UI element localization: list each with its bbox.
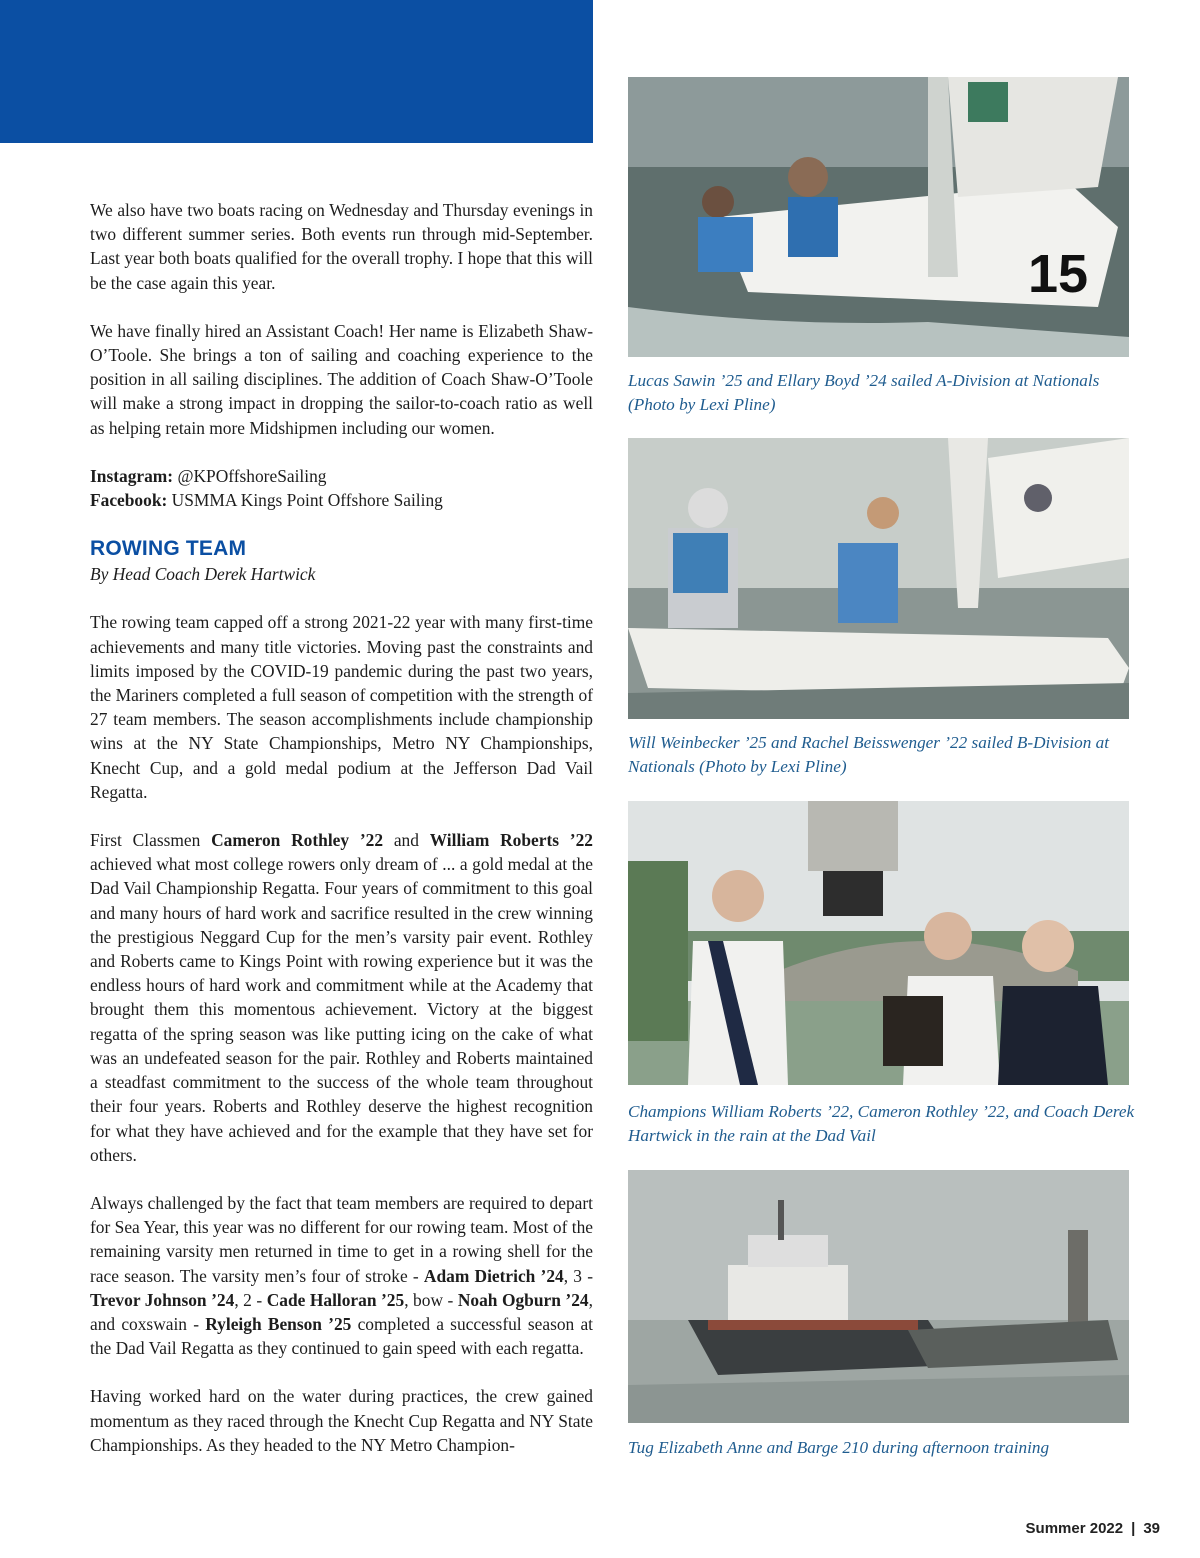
footer-separator: | <box>1131 1520 1136 1537</box>
caption-photo-3: Champions William Roberts ’22, Cameron Rothley ’22, and Coach Derek Hartwick in the rain at the Dad Vail <box>628 1102 1135 1145</box>
facebook-line <box>90 488 593 512</box>
instagram-label: Instagram: <box>90 465 174 486</box>
rowing-heading: ROWING TEAM <box>90 537 247 561</box>
photo-sailing-a-division <box>628 77 1129 357</box>
photo-rowing-champions <box>628 801 1129 1085</box>
page-footer <box>1026 1520 1160 1537</box>
athlete-name: Trevor Johnson ’24 <box>90 1289 235 1310</box>
instagram-line <box>90 464 593 488</box>
photo-sailing-b-division <box>628 438 1129 719</box>
athlete-name: Ryleigh Benson ’25 <box>205 1313 352 1334</box>
caption-photo-1: Lucas Sawin ’25 and Ellary Boyd ’24 sailed A-Division at Nationals (Photo by Lexi Pline) <box>628 371 1100 414</box>
photo-tug-and-barge <box>628 1170 1129 1423</box>
caption-photo-4: Tug Elizabeth Anne and Barge 210 during afternoon training <box>628 1438 1050 1457</box>
athlete-name: Cameron Rothley ’22 <box>211 830 384 851</box>
social-links <box>90 464 593 512</box>
athlete-name: Adam Dietrich ’24 <box>423 1265 564 1286</box>
instagram-handle[interactable]: @KPOffshoreSailing <box>177 465 327 486</box>
athlete-name: William Roberts ’22 <box>429 830 593 851</box>
athlete-name: Cade Halloran ’25 <box>266 1289 405 1310</box>
issue-label: Summer 2022 <box>1025 1520 1124 1537</box>
facebook-page[interactable]: USMMA Kings Point Offshore Sailing <box>171 490 443 511</box>
sailing-paragraph-2: We have finally hired an Assistant Coach! Her name is Elizabeth Shaw-O’Toole. She brings a ton of sailing and coaching experience to the position in all sailing disciplines. The addition of Coach Shaw-O’Toole will make a strong impact in dropping the sailor-to-coach ratio as well as helping retain more Midshipmen including our women. <box>90 320 593 438</box>
sail-number: 15 <box>1028 244 1089 304</box>
caption-photo-2: Will Weinbecker ’25 and Rachel Beisswenger ’22 sailed B-Division at Nationals (Photo by Lexi Pline) <box>628 733 1109 776</box>
rowing-paragraph-1: The rowing team capped off a strong 2021-22 year with many first-time achievements and many title victories. Moving past the constraints and limits imposed by the COVID-19 pandemic during the past two years, the Mariners completed a full season of competition with the strength of 27 team members. The season accomplishments include championship wins at the NY State Championships, Metro NY Championships, Knecht Cup, and a gold medal podium at the Jefferson Dad Vail Regatta. <box>90 612 593 802</box>
rowing-byline: By Head Coach Derek Hartwick <box>90 564 316 585</box>
rowing-paragraph-2: First Classmen Cameron Rothley ’22 and William Roberts ’22 achieved what most college rowers only dream of ... a gold medal at the Dad Vail Championship Regatta. Four years of commitment to this goal and many hours of hard work and sacrifice resulted in the crew winning the prestigious Neggard Cup for the men’s varsity pair event. Rothley and Roberts came to Kings Point with rowing experience but it was the endless hours of hard work and commitment while at the Academy that brought them this momentous achievement. Victory at the biggest regatta of the spring season was like putting icing on the cake of what was an undefeated season for the pair. Rothley and Roberts maintained a steadfast commitment to the success of the whole team throughout their four years. Roberts and Rothley deserve the highest recognition for what they have achieved and for the example that they have set for others. <box>90 830 593 1165</box>
facebook-label: Facebook: <box>90 490 168 511</box>
athlete-name: Noah Ogburn ’24 <box>457 1289 589 1310</box>
rowing-paragraph-4: Having worked hard on the water during practices, the crew gained momentum as they raced through the Knecht Cup Regatta and NY State Championships. As they headed to the NY Metro Champion- <box>90 1386 593 1455</box>
page-number: 39 <box>1143 1520 1160 1537</box>
article-left-column <box>90 198 593 1457</box>
sailing-paragraph-1: We also have two boats racing on Wednesday and Thursday evenings in two different summer series. Both events run through mid-September. Last year both boats qualified for the overall trophy. I hope that this will be the case again this year. <box>90 200 593 293</box>
header-color-bar <box>0 0 593 143</box>
rowing-paragraph-3: Always challenged by the fact that team members are required to depart for Sea Year, this year was no different for our rowing team. Most of the remaining varsity men returned in time to get in a rowing shell for the race season. The varsity men’s four of stroke - Adam Dietrich ’24, 3 - Trevor Johnson ’24, 2 - Cade Halloran ’25, bow - Noah Ogburn ’24, and coxswain - Ryleigh Benson ’25 completed a successful season at the Dad Vail Regatta as they continued to gain speed with each regatta. <box>90 1192 594 1359</box>
